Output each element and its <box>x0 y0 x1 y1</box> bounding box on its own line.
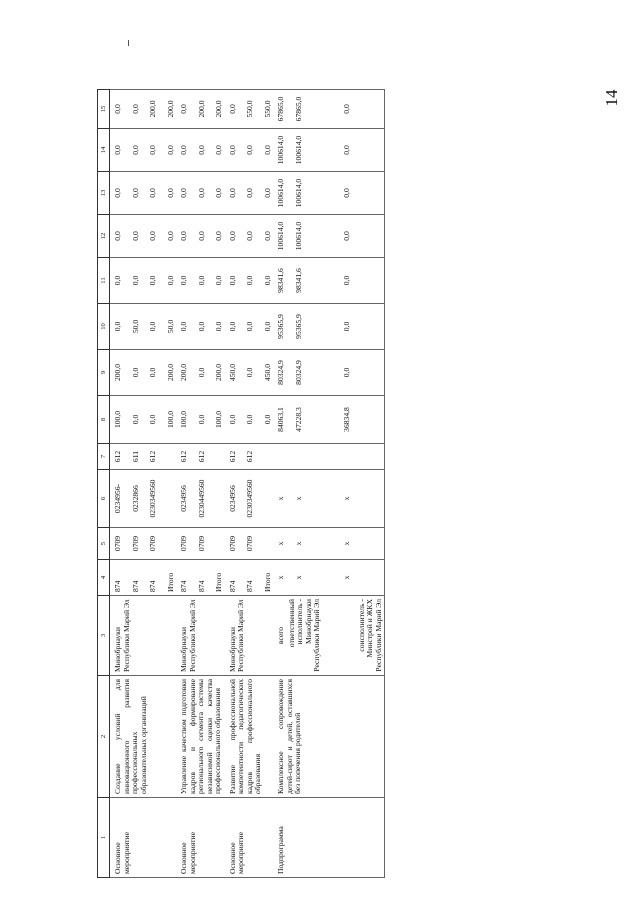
cell-value: x <box>276 541 285 546</box>
cell-value: x <box>276 575 285 580</box>
cell-value: 0,0 <box>245 145 254 155</box>
cell-value: 874 <box>130 580 140 592</box>
cell-value: 100614,0 <box>293 178 303 208</box>
col-4-cell <box>110 560 177 596</box>
cell-value: 0,0 <box>245 188 254 198</box>
cell-value: 0,0 <box>113 188 122 198</box>
column-number-row <box>98 90 110 878</box>
cell-value: 80324,9 <box>276 360 285 385</box>
col-10-cell <box>273 304 385 350</box>
cell-value: 84063,1 <box>276 407 285 432</box>
cell-value: 874 <box>245 580 254 592</box>
cell-value: 100614,0 <box>293 221 303 251</box>
cell-value: 0,0 <box>165 275 175 286</box>
cell-value: 0,0 <box>196 275 206 286</box>
col-15-cell <box>110 90 177 129</box>
column-number: 12 <box>98 215 110 258</box>
rotated-budget-table <box>97 90 581 878</box>
cell-value: 874 <box>227 580 237 592</box>
column-number: 9 <box>98 350 110 396</box>
responsible-executor: Минобрнауки Республики Марий Эл <box>110 596 177 676</box>
cell-value: 0,0 <box>130 367 140 378</box>
column-number: 14 <box>98 129 110 172</box>
col-4-cell <box>176 560 225 596</box>
col-14-cell <box>273 129 385 172</box>
item-type: Основное мероприятие <box>176 798 225 878</box>
cell-value: 0,0 <box>214 321 223 332</box>
cell-value: 200,0 <box>165 363 175 382</box>
col-13-cell <box>273 172 385 215</box>
cell-value: 0,0 <box>130 414 140 425</box>
cell-value: 0,0 <box>130 231 140 241</box>
cell-value: Итого <box>165 572 175 592</box>
cell-value: 0,0 <box>227 414 237 425</box>
cell-value: 612 <box>179 450 188 463</box>
cell-value <box>264 447 273 466</box>
cell-value <box>295 447 304 466</box>
cell-value: 0,0 <box>148 275 157 286</box>
cell-value: 0709 <box>179 535 188 552</box>
table-row <box>273 90 385 878</box>
item-name: Управление качеством подготовки кадров и формирование регионального сегмента системы независимой оценки качества профессионального образования <box>176 676 225 798</box>
col-13-cell <box>110 172 177 215</box>
col-9-cell <box>176 350 225 396</box>
col-12-cell <box>110 215 177 258</box>
cell-value: 98341,6 <box>276 268 285 293</box>
col-6-cell <box>225 470 274 528</box>
cell-value: 50,0 <box>165 319 175 334</box>
cell-value: 0,0 <box>214 145 223 155</box>
column-number: 11 <box>98 258 110 304</box>
cell-value: 874 <box>113 580 122 592</box>
column-number: 2 <box>98 676 110 798</box>
col-6-cell <box>176 470 225 528</box>
col-4-cell <box>273 560 385 596</box>
cell-value: 0,0 <box>262 231 272 241</box>
cell-value: 0,0 <box>113 321 122 332</box>
cell-value: 0,0 <box>113 104 122 114</box>
cell-value: 0,0 <box>227 104 237 114</box>
table-row <box>110 90 177 878</box>
cell-value: 100,0 <box>165 410 175 429</box>
cell-value: 0,0 <box>342 321 351 332</box>
cell-value: 0234956- <box>113 483 122 514</box>
column-number: 10 <box>98 304 110 350</box>
column-number: 4 <box>98 560 110 596</box>
cell-value: 0,0 <box>165 231 175 241</box>
cell-value: 0,0 <box>179 321 188 332</box>
column-number: 1 <box>98 798 110 878</box>
col-6-cell <box>110 470 177 528</box>
cell-value: x <box>293 575 303 580</box>
cell-value <box>264 531 273 556</box>
cell-value: 0,0 <box>148 321 157 332</box>
column-number: 5 <box>98 528 110 560</box>
cell-value: 0,0 <box>179 145 188 155</box>
cell-value: 0709 <box>148 535 157 552</box>
cell-value: 0,0 <box>130 275 140 286</box>
col-5-cell <box>225 528 274 560</box>
cell-value <box>167 473 176 524</box>
cell-value: 550,0 <box>262 100 272 118</box>
col-9-cell <box>225 350 274 396</box>
col-12-cell <box>176 215 225 258</box>
budget-table <box>97 89 385 878</box>
cell-value: 0,0 <box>214 231 223 241</box>
cell-value: 0,0 <box>196 188 206 198</box>
cell-value: 0,0 <box>227 231 237 241</box>
cell-value: 0,0 <box>130 188 140 198</box>
cell-value: x <box>342 496 351 501</box>
cell-value: 612 <box>113 450 122 463</box>
cell-value: 0230349560 <box>245 479 254 518</box>
cell-value: 0,0 <box>342 188 351 198</box>
column-number: 7 <box>98 444 110 470</box>
cell-value: 0,0 <box>262 321 272 332</box>
executor-line: всего <box>276 626 285 645</box>
col-13-cell <box>176 172 225 215</box>
cell-value <box>277 447 286 466</box>
cell-value: 200,0 <box>214 363 223 382</box>
col-7-cell <box>176 444 225 470</box>
cell-value: 0,0 <box>245 275 254 286</box>
cell-value: 0234956 <box>179 485 188 512</box>
cell-value: 0,0 <box>196 367 206 378</box>
column-number: 6 <box>98 470 110 528</box>
col-13-cell <box>225 172 274 215</box>
cell-value: 612 <box>245 450 254 463</box>
cell-value: 0,0 <box>148 145 157 155</box>
cell-value: 200,0 <box>148 100 157 118</box>
col-11-cell <box>225 258 274 304</box>
cell-value: x <box>293 541 303 546</box>
col-6-cell <box>273 470 385 528</box>
col-15-cell <box>176 90 225 129</box>
cell-value: 0,0 <box>227 321 237 332</box>
cell-value: 67865,0 <box>276 96 285 122</box>
cell-value: x <box>276 496 285 501</box>
col-8-cell <box>110 396 177 444</box>
cell-value: 0,0 <box>342 104 351 114</box>
table-row <box>176 90 225 878</box>
col-11-cell <box>176 258 225 304</box>
cell-value: 0,0 <box>196 321 206 332</box>
cell-value: 0,0 <box>227 275 237 286</box>
item-name: Развитие профессиональной компетентности педагогических кадров профессионального образования <box>225 676 274 798</box>
cell-value: 0,0 <box>227 188 237 198</box>
cell-value: 0,0 <box>196 231 206 241</box>
item-name: Создание условий для инновационного развития профессиональных образовательных организаций <box>110 676 177 798</box>
cell-value: 98341,6 <box>293 268 303 293</box>
col-14-cell <box>176 129 225 172</box>
col-15-cell <box>225 90 274 129</box>
cell-value: 0,0 <box>245 231 254 241</box>
cell-value: 0,0 <box>245 367 254 378</box>
col-5-cell <box>110 528 177 560</box>
col-14-cell <box>225 129 274 172</box>
cell-value: 874 <box>148 580 157 592</box>
col-11-cell <box>110 258 177 304</box>
executor-line: ответственный исполнитель - Минобрнауки Республики Марий Эл <box>286 599 321 672</box>
cell-value: 200,0 <box>214 100 223 118</box>
cell-value: 0,0 <box>342 275 351 286</box>
cell-value: 0,0 <box>245 414 254 425</box>
cell-value: 95365,9 <box>293 314 303 339</box>
table-body <box>110 90 385 878</box>
cell-value: 0,0 <box>262 414 272 425</box>
page-number: 14 <box>602 89 621 107</box>
col-10-cell <box>110 304 177 350</box>
col-7-cell <box>273 444 385 470</box>
cell-value: 0,0 <box>179 231 188 241</box>
cell-value: 0709 <box>245 535 254 552</box>
col-11-cell <box>273 258 385 304</box>
cell-value: 0230449560 <box>196 479 206 518</box>
col-4-cell <box>225 560 274 596</box>
cell-value: 100614,0 <box>276 221 285 251</box>
item-type: Основное мероприятие <box>110 798 177 878</box>
cell-value: 0,0 <box>165 145 175 155</box>
column-number: 8 <box>98 396 110 444</box>
col-7-cell <box>110 444 177 470</box>
cell-value: 612 <box>148 450 157 463</box>
cell-value: x <box>293 496 303 501</box>
column-number: 15 <box>98 90 110 129</box>
cell-value: 611 <box>130 450 140 463</box>
cell-value: 47228,3 <box>293 407 303 432</box>
cell-value: 50,0 <box>130 319 140 334</box>
col-5-cell <box>273 528 385 560</box>
cell-value <box>167 531 176 556</box>
cell-value: 95365,9 <box>276 314 285 339</box>
cell-value: 612 <box>196 450 206 463</box>
cell-value: 0,0 <box>113 231 122 241</box>
cell-value: 0,0 <box>148 231 157 241</box>
cell-value: 0,0 <box>165 188 175 198</box>
responsible-executor: Минобрнауки Республики Марий Эл <box>176 596 225 676</box>
cell-value: 0,0 <box>130 145 140 155</box>
cell-value <box>215 473 224 524</box>
cell-value: 200,0 <box>165 100 175 118</box>
cell-value: 0,0 <box>342 231 351 241</box>
cell-value: 0,0 <box>342 367 351 378</box>
cell-value: 0,0 <box>179 104 188 114</box>
cell-value: 0709 <box>196 535 206 552</box>
scan-mark <box>128 40 129 46</box>
cell-value <box>343 447 352 466</box>
cell-value: 0,0 <box>262 145 272 155</box>
cell-value: 0,0 <box>179 275 188 286</box>
col-10-cell <box>225 304 274 350</box>
cell-value: 0,0 <box>214 188 223 198</box>
cell-value: 100,0 <box>113 410 122 429</box>
cell-value: 0,0 <box>113 275 122 286</box>
cell-value: 0,0 <box>196 414 206 425</box>
col-9-cell <box>110 350 177 396</box>
cell-value: 0,0 <box>130 104 140 114</box>
col-8-cell <box>176 396 225 444</box>
cell-value <box>264 473 273 524</box>
cell-value: 0,0 <box>196 145 206 155</box>
cell-value: 450,0 <box>227 363 237 382</box>
cell-value: 0,0 <box>227 145 237 155</box>
responsible-executor <box>273 596 385 676</box>
col-15-cell <box>273 90 385 129</box>
cell-value <box>167 447 176 466</box>
col-8-cell <box>273 396 385 444</box>
col-12-cell <box>273 215 385 258</box>
cell-value: 0,0 <box>179 188 188 198</box>
cell-value: 80324,9 <box>293 360 303 385</box>
col-9-cell <box>273 350 385 396</box>
cell-value: 0,0 <box>262 188 272 198</box>
cell-value: 874 <box>196 580 206 592</box>
col-14-cell <box>110 129 177 172</box>
cell-value: 612 <box>227 450 237 463</box>
cell-value: x <box>342 541 351 546</box>
cell-value: 100614,0 <box>276 178 285 208</box>
column-number: 3 <box>98 596 110 676</box>
col-12-cell <box>225 215 274 258</box>
executor-line: соисполнитель - Минстрой и ЖКХ Республики Марий Эл <box>356 599 383 672</box>
cell-value: 0230349560 <box>148 479 157 518</box>
responsible-executor: Минобрнауки Республики Марий Эл <box>225 596 274 676</box>
cell-value: 67865,0 <box>293 96 303 122</box>
cell-value: 0,0 <box>342 145 351 155</box>
cell-value: 0,0 <box>245 321 254 332</box>
cell-value: Итого <box>214 572 223 592</box>
cell-value: 0,0 <box>148 367 157 378</box>
cell-value: 200,0 <box>196 100 206 118</box>
cell-value: 36834,8 <box>342 407 351 432</box>
cell-value <box>215 447 224 466</box>
cell-value: 0709 <box>130 535 140 552</box>
cell-value: 450,0 <box>262 363 272 382</box>
item-type: Основное мероприятие <box>225 798 274 878</box>
column-number: 13 <box>98 172 110 215</box>
cell-value: 200,0 <box>113 363 122 382</box>
cell-value: 200,0 <box>179 363 188 382</box>
cell-value: 0,0 <box>148 188 157 198</box>
col-8-cell <box>225 396 274 444</box>
cell-value: 100614,0 <box>293 135 303 165</box>
cell-value: 550,0 <box>245 100 254 118</box>
cell-value: 0232866 <box>130 485 140 512</box>
col-5-cell <box>176 528 225 560</box>
col-10-cell <box>176 304 225 350</box>
cell-value: x <box>342 575 351 580</box>
cell-value: 0,0 <box>214 275 223 286</box>
table-row <box>225 90 274 878</box>
cell-value: 874 <box>179 580 188 592</box>
cell-value: 100,0 <box>179 410 188 429</box>
cell-value: 0,0 <box>148 414 157 425</box>
cell-value: 100614,0 <box>276 135 285 165</box>
col-7-cell <box>225 444 274 470</box>
cell-value: 100,0 <box>214 410 223 429</box>
cell-value <box>215 531 224 556</box>
cell-value: 0,0 <box>113 145 122 155</box>
cell-value: 0709 <box>113 535 122 552</box>
cell-value: Итого <box>262 572 272 592</box>
cell-value: 0709 <box>227 535 237 552</box>
cell-value: 0234956 <box>227 485 237 512</box>
cell-value: 0,0 <box>262 275 272 286</box>
item-name: Комплексное сопровождение детей-сирот и детей, оставшихся без попечения родителей <box>273 676 385 798</box>
item-type: Подпрограмма <box>273 798 385 878</box>
